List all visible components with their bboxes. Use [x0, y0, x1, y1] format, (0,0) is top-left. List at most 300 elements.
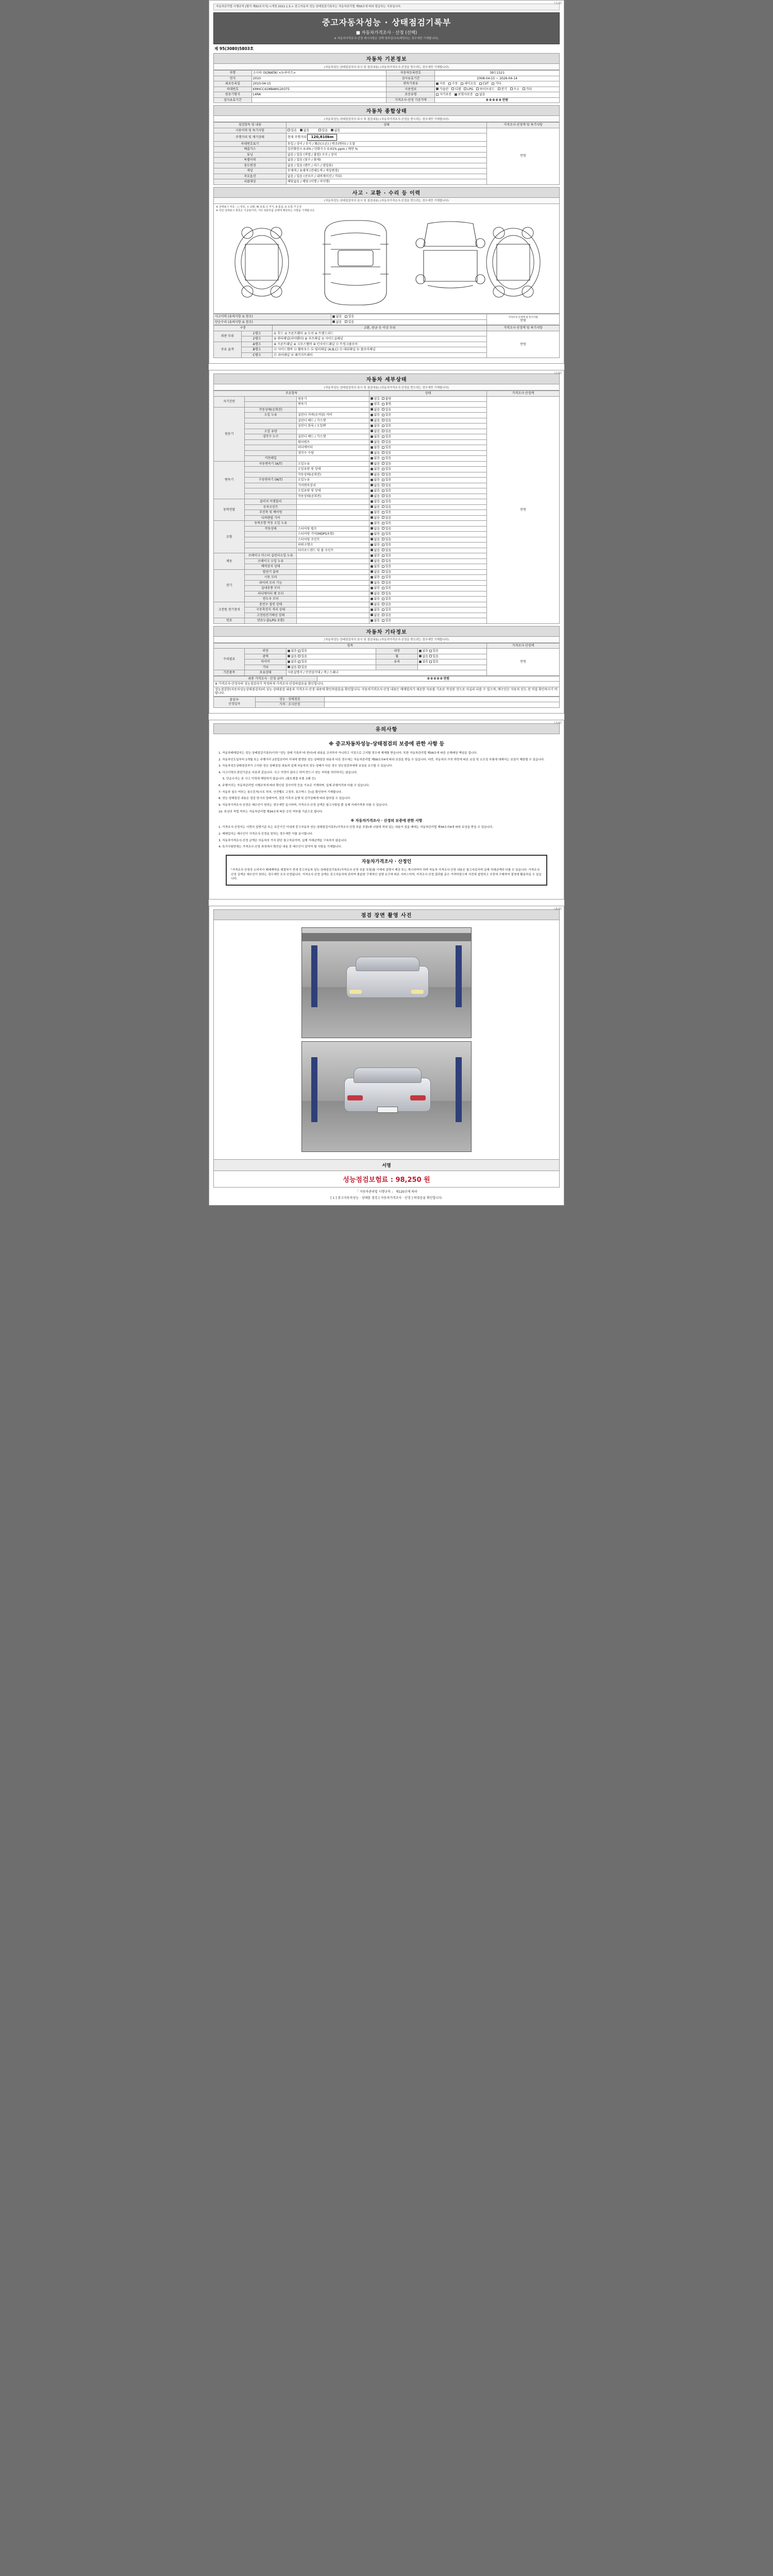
- checkbox-4-2-0[interactable]: [371, 533, 373, 535]
- detail-state-5-0: 없음 있음: [369, 553, 486, 559]
- parts-rank-3: B랭크: [241, 347, 272, 353]
- basic-label2-2: 변속기종류: [386, 81, 435, 87]
- parts-items-3: ⑫ 사이드멤버 ⑬ 휠하우스 ⑭ 필러패널 (A,B,C) ⑮ 대쉬패널 ⑯ 플로어패널: [273, 347, 487, 353]
- checkbox-5-2-1[interactable]: [382, 565, 384, 568]
- checkbox-polish-none[interactable]: [288, 655, 290, 657]
- detail-item-3-0: [297, 499, 369, 505]
- checkbox-6-1-1[interactable]: [382, 576, 384, 579]
- table-row: [214, 331, 560, 336]
- table-row: [214, 687, 560, 696]
- sheet-2: [209, 370, 564, 714]
- section-basic-title: 자동차 기본정보: [213, 53, 560, 64]
- fuel-opt-0: 가솔린: [439, 87, 449, 91]
- signature-table: [213, 697, 560, 708]
- detail-group-0: 자기진단: [214, 396, 245, 407]
- notice-item2: 2. 매매업자는 매수인이 가격조사·산정을 원하는 경우에만 이를 실시합니다.: [219, 833, 313, 836]
- checkbox-7-0-0[interactable]: [371, 603, 373, 605]
- checkbox-1-8-0[interactable]: [371, 451, 373, 454]
- table-row: [214, 676, 560, 682]
- detail-item-4-4: 파워크랭크: [297, 543, 369, 548]
- checkbox-3-2-0[interactable]: [371, 511, 373, 514]
- etc-label-2a: 타이어: [245, 659, 287, 665]
- checkbox-7-0-1[interactable]: [382, 603, 384, 605]
- detail-state-1-3: 없음 있음: [369, 423, 486, 429]
- signature-value-1: [324, 702, 559, 708]
- basic-label2-1: 검사유효기간: [386, 76, 435, 81]
- table-row: [214, 697, 560, 702]
- etc-label-3a: 기타: [245, 665, 287, 670]
- checkbox-accident-none[interactable]: [332, 315, 335, 318]
- checkbox-6-0-0[interactable]: [371, 570, 373, 573]
- overall-label-2: 차대번호표기: [214, 141, 287, 147]
- checkbox-3-3-0[interactable]: [371, 516, 373, 519]
- detail-head-0: 주요항목: [214, 391, 369, 397]
- table-row: [214, 81, 560, 87]
- fuel-opt-1: 디젤: [455, 87, 461, 91]
- parts-items-1: ⑤ 쿼터패널(리어휀더) ⑥ 루프패널 ⑦ 사이드실패널: [273, 336, 487, 342]
- checkbox-2-1-0[interactable]: [371, 468, 373, 470]
- detail-sub-1-2: [245, 418, 297, 423]
- checkbox-tire-none[interactable]: [288, 660, 290, 663]
- checkbox-5-0-1[interactable]: [382, 554, 384, 557]
- detail-item-6-2: [297, 580, 369, 586]
- signature-label-1: 가격 · 조사산정: [255, 702, 324, 708]
- detail-item-1-8: 냉각수 수량: [297, 450, 369, 456]
- detail-state-1-6: 없음 있음: [369, 439, 486, 445]
- detail-state-7-2: 없음 있음: [369, 613, 486, 618]
- overall-detail-5: 없음 / 있음 (침수 / 화재): [286, 158, 486, 163]
- checkbox-1-9-0[interactable]: [371, 457, 373, 460]
- detail-state-2-2: 없음 있음: [369, 472, 486, 478]
- detail-sub-3-1: 등속조인트: [245, 504, 297, 510]
- checkbox-2-5-0[interactable]: [371, 489, 373, 492]
- table-header-row: [214, 391, 560, 397]
- section-notice-title: 유의사항: [213, 723, 560, 734]
- checkbox-4-0-1[interactable]: [382, 522, 384, 524]
- notice-item: 1. 자동차매매업자는 성능·상태점검기록부(이하 "성능 상태 기록부"라 한다)에 내용을 교지하지 아니하고 거짓으로 고지할 경우에 제재를 받습니다. 또한 자동차관리법 제58조에 따른 손해배상 책임을 집니다.: [219, 751, 478, 755]
- checkbox-6-4-1[interactable]: [382, 592, 384, 595]
- notice-item2: 4. 특기사항란에는 가격조사·산정 과정에서 확인된 내용 중 매수인이 알아야 할 사항을 기재합니다.: [219, 845, 342, 849]
- checkbox-8-0-0[interactable]: [371, 619, 373, 622]
- checkbox-warranty-none[interactable]: [476, 93, 478, 96]
- detail-item-3-1: [297, 504, 369, 510]
- detail-sub-3-0: 클러치 어셈블리: [245, 499, 297, 505]
- notice-item: 2. 자동차인도일부터 1개월 또는 주행거리 2천킬로미터 이내에 발생한 성능·상태점검 내용과 다른 경우에는 자동차관리법 제58조의4에 따라 보상을 받을 수 있습니다. 다만, 자동차의 가치 하락에 따른 보상 및 소모성 부품에 대해서는 보상이 제한될 수 있습니다.: [219, 758, 545, 761]
- table-row: [214, 128, 560, 133]
- fuel-opt-4: 전기: [501, 87, 507, 91]
- checkbox-1-2-1[interactable]: [382, 419, 384, 421]
- section-photos-title: 점검 장면 촬영 사진: [213, 909, 560, 920]
- detail-group-6: 전기: [214, 569, 245, 602]
- sheet-1: [209, 0, 564, 364]
- checkbox-int-none[interactable]: [419, 650, 422, 652]
- detail-item-1-2: 실린더 헤드 / 가스켓: [297, 418, 369, 423]
- checkbox-etc-none[interactable]: [288, 666, 290, 668]
- accident-price-value: 만원: [520, 319, 526, 323]
- total-footer-long: 성능점검한(자동차성능상태점검자)의 성능·상태점검 내용과 가격조사·산정 내용에 확인하였음을 확인합니다. 자동차가격조사·산정 내용은 매매업자가 제공한 자료를 기초로 작성된 것으로 사실과 다를 수 있으며, 매수인은 자동차 인도 전 직접 확인하시기 바랍니다.: [214, 687, 560, 696]
- trans-opt-0: 자동: [439, 82, 446, 86]
- notice-item: 9. 자동차가격조사·산정은 매수인이 원하는 경우에만 실시하며, 가격조사·산정 금액은 참고사항일 뿐 실제 거래가격과 다를 수 있습니다.: [219, 804, 389, 807]
- checkbox-2-3-0[interactable]: [371, 479, 373, 481]
- declaration-title: 자동차가격조사 · 산정인: [361, 859, 412, 865]
- checkbox-2-6-0[interactable]: [371, 495, 373, 497]
- checkbox-rental-yes[interactable]: [288, 129, 290, 131]
- accident-price-head: 가격조사·산정액 및 특기사항: [508, 316, 538, 319]
- checkbox-glass-yes[interactable]: [429, 660, 432, 663]
- detail-sub-1-5: 냉각수 누수: [245, 434, 297, 440]
- checkbox-1-2-0[interactable]: [371, 419, 373, 421]
- checkbox-accident-yes[interactable]: [345, 315, 347, 318]
- checkbox-ext-yes[interactable]: [298, 650, 300, 652]
- checkbox-1-0-0[interactable]: [371, 408, 373, 411]
- table-row: [214, 314, 560, 320]
- checkbox-4-3-0[interactable]: [371, 538, 373, 540]
- checkbox-wheel-none[interactable]: [419, 655, 422, 657]
- checkbox-fuel-hybrid[interactable]: [476, 88, 479, 90]
- checkbox-1-4-0[interactable]: [371, 430, 373, 432]
- checkbox-4-4-1[interactable]: [382, 544, 384, 546]
- serial-number: 제 95(3080)5803호: [214, 46, 254, 52]
- checkbox-trans-cvt[interactable]: [479, 82, 482, 85]
- detail-sub-2-1: [245, 467, 297, 472]
- detail-item-2-4: 기어변속장치: [297, 483, 369, 488]
- checkbox-6-3-0[interactable]: [371, 587, 373, 589]
- detail-group-1: 원동기: [214, 407, 245, 461]
- car-diagram: [222, 213, 551, 311]
- detail-item-2-0: 오일누유: [297, 461, 369, 467]
- detail-sub-6-2: 와이퍼 모터 기능: [245, 580, 297, 586]
- table-header-row: [214, 326, 560, 331]
- detail-item-1-4: [297, 429, 369, 434]
- page-tag-1: (1/4): [554, 2, 562, 5]
- overall-detail-0: 있음 없음 있음 없음: [286, 128, 486, 133]
- overall-head-1: 상태: [286, 123, 486, 128]
- checkbox-trans-semi[interactable]: [461, 82, 463, 85]
- detail-item-6-1: [297, 575, 369, 581]
- notice-body: [213, 734, 560, 894]
- checkbox-commercial-yes[interactable]: [318, 129, 321, 131]
- detail-item-1-7: 라디에이터: [297, 445, 369, 451]
- checkbox-2-1-1[interactable]: [382, 468, 384, 470]
- detail-state-4-2: 없음 있음: [369, 532, 486, 537]
- detail-state-1-0: 없음 있음: [369, 407, 486, 413]
- checkbox-simple-yes[interactable]: [345, 320, 347, 323]
- section-accident-title: 사고 · 교환 · 수리 등 이력: [213, 187, 560, 198]
- detail-sub-7-0: 충전구 절연 상태: [245, 602, 297, 607]
- detail-state-0-1: 양호 불량: [369, 402, 486, 408]
- checkbox-fuel-h2[interactable]: [510, 88, 513, 90]
- warranty-options: [435, 92, 560, 98]
- checkbox-warranty-insurance[interactable]: [455, 93, 457, 96]
- etc-label-1a: 광택: [245, 654, 287, 659]
- detail-sub-4-0: 동력조향 작동 오일 누유: [245, 521, 297, 527]
- overall-detail-7: 무채색 / 유채색 (전체도색 / 색상변경): [286, 168, 486, 174]
- detail-sub-0-0: [245, 396, 297, 402]
- checkbox-rental-no[interactable]: [300, 129, 303, 131]
- basic-label2-0: 자동차등록번호: [386, 71, 435, 76]
- detail-sub-2-5: [245, 488, 297, 494]
- checkbox-fuel-etc[interactable]: [523, 88, 525, 90]
- basic-value2-1: 2008-04-15 ~ 2026-04-14: [435, 76, 560, 81]
- checkbox-4-4-0[interactable]: [371, 544, 373, 546]
- checkbox-6-0-1[interactable]: [382, 570, 384, 573]
- etc-state-2a: 없음 있음: [286, 659, 376, 665]
- checkbox-1-8-1[interactable]: [382, 451, 384, 454]
- checkbox-4-3-1[interactable]: [382, 538, 384, 540]
- checkbox-3-1-1[interactable]: [382, 505, 384, 508]
- checkbox-1-7-1[interactable]: [382, 446, 384, 449]
- detail-sub-4-1: 작동상태: [245, 526, 297, 532]
- etc-state-4: 사용설명서 / 안전삼각대 / 잭 / 스패너: [286, 670, 486, 676]
- detail-sub-2-2: [245, 472, 297, 478]
- table-row: [214, 71, 560, 76]
- etc-label-4a: 보유상태: [245, 670, 287, 676]
- detail-state-2-6: 없음 있음: [369, 494, 486, 499]
- detail-sub-2-0: 자동변속기 (A/T): [245, 461, 297, 467]
- checkbox-4-5-1[interactable]: [382, 549, 384, 551]
- detail-state-6-0: 없음 있음: [369, 569, 486, 575]
- detail-state-2-0: 없음 있음: [369, 461, 486, 467]
- checkbox-trans-auto[interactable]: [436, 82, 439, 85]
- detail-state-1-1: 없음 있음: [369, 413, 486, 418]
- detail-sub-1-8: [245, 450, 297, 456]
- checkbox-4-5-0[interactable]: [371, 549, 373, 551]
- checkbox-fuel-ev[interactable]: [498, 88, 500, 90]
- checkbox-5-1-1[interactable]: [382, 560, 384, 562]
- checkbox-4-1-0[interactable]: [371, 527, 373, 530]
- detail-item-8-0: [297, 618, 369, 624]
- checkbox-0-0-1[interactable]: [382, 397, 384, 400]
- detail-sub-8-0: 연료누설(LPG 포함): [245, 618, 297, 624]
- inspection-fee: [213, 1171, 560, 1188]
- overall-head-2: 가격조사·산정액 및 특기사항: [487, 123, 560, 128]
- checkbox-tire-yes[interactable]: [298, 660, 300, 663]
- checkbox-8-0-1[interactable]: [382, 619, 384, 622]
- checkbox-1-6-1[interactable]: [382, 440, 384, 443]
- etc-label-1b: 휠: [376, 654, 418, 659]
- inspection-photo-rear: [301, 1041, 472, 1152]
- basic-label-0: 차명: [214, 71, 252, 76]
- checkbox-6-5-1[interactable]: [382, 598, 384, 600]
- detail-price-cell: 만원: [487, 396, 560, 623]
- checkbox-5-0-0[interactable]: [371, 554, 373, 557]
- detail-state-1-4: 없음 있음: [369, 429, 486, 434]
- transmission-options: [435, 81, 560, 87]
- checkbox-6-2-0[interactable]: [371, 581, 373, 584]
- checkbox-1-5-0[interactable]: [371, 435, 373, 438]
- footer-line-2: [ 1 ] 중고자동차성능 · 상태를 점검 [ 자동차가격조사 · 산정 ] 하였음을 확인합니다.: [330, 1196, 443, 1200]
- checkbox-7-1-0[interactable]: [371, 608, 373, 611]
- total-value: 0 0 0 0 0 만원: [317, 676, 560, 682]
- detail-sub-4-2: [245, 532, 297, 537]
- fuel-opt-6: 기타: [526, 87, 532, 91]
- notice-item: 4. 사고이력의 판단기준은 다음과 같습니다. 사고 이력이 있다고 하여 반드시 성능 저하를 의미하지는 않습니다.: [219, 771, 358, 774]
- checkbox-3-2-1[interactable]: [382, 511, 384, 514]
- detail-state-3-0: 없음 있음: [369, 499, 486, 505]
- checkbox-2-0-1[interactable]: [382, 462, 384, 465]
- checkbox-6-5-0[interactable]: [371, 598, 373, 600]
- section-basic-sub: (자동차성능·상태점검자의 표시 및 점검내용) (자동차가격조사·산정을 받으려는 경우에만 기재합니다): [213, 64, 560, 70]
- section-detail-title: 자동차 세부상태: [213, 374, 560, 384]
- checkbox-1-4-1[interactable]: [382, 430, 384, 432]
- checkbox-5-2-0[interactable]: [371, 565, 373, 568]
- checkbox-1-9-1[interactable]: [382, 457, 384, 460]
- detail-sub-3-3: 디퍼렌셜 기어: [245, 515, 297, 521]
- detail-sub-7-1: 구동축전지 격리 상태: [245, 607, 297, 613]
- checkbox-1-7-0[interactable]: [371, 446, 373, 449]
- accident-price-cell: [487, 314, 560, 325]
- checkbox-6-1-0[interactable]: [371, 576, 373, 579]
- detail-item-4-5: 타이로드엔드 및 볼 조인트: [297, 548, 369, 553]
- detail-state-2-5: 없음 있음: [369, 488, 486, 494]
- checkbox-3-0-1[interactable]: [382, 500, 384, 503]
- checkbox-6-4-0[interactable]: [371, 592, 373, 595]
- notice-heading-1: ※ 중고차동차성능·상태점검의 보증에 관한 사항 등: [328, 741, 445, 747]
- checkbox-0-1-0[interactable]: [371, 403, 373, 405]
- detail-state-4-3: 없음 있음: [369, 537, 486, 543]
- checkbox-1-6-0[interactable]: [371, 440, 373, 443]
- detail-item-0-0: 원동기: [297, 396, 369, 402]
- table-row: [214, 97, 560, 103]
- checkbox-3-3-1[interactable]: [382, 516, 384, 519]
- checkbox-int-yes[interactable]: [429, 650, 432, 652]
- overall-label-4: 튜닝: [214, 152, 287, 158]
- accident-history-table: [213, 314, 560, 325]
- checkbox-0-1-1[interactable]: [382, 403, 384, 405]
- page-tag-2: (2/4): [554, 371, 562, 376]
- checkbox-glass-none[interactable]: [419, 660, 422, 663]
- checkbox-2-3-1[interactable]: [382, 479, 384, 481]
- checkbox-3-0-0[interactable]: [371, 500, 373, 503]
- detail-sub-3-2: 추진축 및 베어링: [245, 510, 297, 516]
- checkbox-fuel-diesel[interactable]: [451, 88, 454, 90]
- checkbox-4-0-0[interactable]: [371, 522, 373, 524]
- checkbox-2-0-0[interactable]: [371, 462, 373, 465]
- checkbox-wheel-yes[interactable]: [429, 655, 432, 657]
- checkbox-3-1-0[interactable]: [371, 505, 373, 508]
- checkbox-1-1-1[interactable]: [382, 414, 384, 416]
- basic-value-6: [251, 97, 386, 103]
- accident-value-0: 없음 있음: [331, 314, 487, 320]
- checkbox-7-2-0[interactable]: [371, 614, 373, 616]
- checkbox-1-1-0[interactable]: [371, 414, 373, 416]
- checkbox-4-1-1[interactable]: [382, 527, 384, 530]
- checkbox-4-2-1[interactable]: [382, 533, 384, 535]
- checkbox-1-5-1[interactable]: [382, 435, 384, 438]
- detail-item-6-3: [297, 586, 369, 591]
- overall-detail-1: 현재 주행거리 120,810km: [286, 133, 486, 142]
- detail-item-6-4: [297, 591, 369, 597]
- parts-head-1: 교환, 판금 등 이상 부위: [273, 326, 487, 331]
- basic-value2-0: 39도1521: [435, 71, 560, 76]
- checkbox-fuel-lpg[interactable]: [464, 88, 466, 90]
- checkbox-1-0-1[interactable]: [382, 408, 384, 411]
- detail-item-3-3: [297, 515, 369, 521]
- checkbox-2-4-0[interactable]: [371, 484, 373, 486]
- checkbox-etc-yes[interactable]: [298, 666, 300, 668]
- checkbox-2-5-1[interactable]: [382, 489, 384, 492]
- parts-items-2: ⑧ 프론트패널 ⑨ 크로스멤버 ⑩ 인사이드패널 ⑪ 트렁크플로어: [273, 342, 487, 347]
- detail-item-5-2: [297, 564, 369, 570]
- detail-item-5-0: [297, 553, 369, 559]
- detail-state-4-1: 없음 있음: [369, 526, 486, 532]
- detail-state-7-1: 없음 있음: [369, 607, 486, 613]
- fuel-opt-2: LPG: [467, 87, 474, 91]
- overall-detail-3: 일산화탄소 0.0% / 탄화수소 0.01% ppm / 매연 %: [286, 147, 486, 152]
- photo-block: [213, 920, 560, 1160]
- parts-group-2: 주요 골격: [214, 342, 242, 358]
- form-legal-note: 자동차관리법 시행규칙 [별지 제82호서식] <개정 2021.1.5.> 중고자동차 성능·상태점검기록부는 자동차관리법 제58조에 따라 발급하는 서류입니다.: [213, 4, 560, 10]
- etc-label-3b: [376, 665, 418, 670]
- table-row: [214, 682, 560, 687]
- footer-line-1: 「 자동차관리법 시행규칙 」 제120조에 따라: [356, 1190, 417, 1194]
- detail-sub-6-1: 시동 모터: [245, 575, 297, 581]
- checkbox-6-3-1[interactable]: [382, 587, 384, 589]
- etc-state-3b: [417, 665, 486, 670]
- overall-label-7: 색상: [214, 168, 287, 174]
- checkbox-2-2-1[interactable]: [382, 473, 384, 476]
- detail-item-7-1: [297, 607, 369, 613]
- parts-rank-2: A랭크: [241, 342, 272, 347]
- checkbox-commercial-no[interactable]: [331, 129, 333, 131]
- trans-opt-2: 세미오토: [464, 82, 477, 86]
- signature-label: 서명: [213, 1160, 560, 1171]
- detail-sub-1-4: 오일 유량: [245, 429, 297, 434]
- detail-state-2-3: 없음 있음: [369, 478, 486, 483]
- table-row: [214, 87, 560, 92]
- checkbox-polish-yes[interactable]: [298, 655, 300, 657]
- sheet-3: [209, 720, 564, 900]
- detail-state-6-4: 없음 있음: [369, 591, 486, 597]
- notice-item2: 1. 가격조사·산정자는 서면의 설명기준 또는 보증기간 이내에 중고자동차 성능·상태점검기록부(가격조사·산정 부분 포함)에 나열에 적혀 있는 내용이 있을 때에는 자동차관리법 제58조의4에 따라 보상을 받을 수 있습니다.: [219, 826, 494, 829]
- trans-opt-1: 수동: [451, 82, 458, 86]
- checkbox-simple-none[interactable]: [332, 320, 335, 323]
- checkbox-2-4-1[interactable]: [382, 484, 384, 486]
- checkbox-fuel-gasoline[interactable]: [436, 88, 439, 90]
- checkbox-6-2-1[interactable]: [382, 581, 384, 584]
- checkbox-0-0-0[interactable]: [371, 397, 373, 400]
- checkbox-warranty-self[interactable]: [436, 93, 439, 96]
- checkbox-trans-manual[interactable]: [448, 82, 451, 85]
- detail-sub-4-5: [245, 548, 297, 553]
- detail-sub-7-2: 고전원전기배선 상태: [245, 613, 297, 618]
- detail-item-4-0: [297, 521, 369, 527]
- checkbox-1-3-1[interactable]: [382, 425, 384, 427]
- etc-table: [213, 643, 560, 676]
- notice-item: 3. 자동차성능상태점검자가 고지한 성능·상태점검 내용과 실제 자동차의 성능·상태가 다른 경우 성능점검자에게 보상을 요구할 수 있습니다.: [219, 765, 393, 768]
- etc-group-repair: 수리필요: [214, 649, 245, 670]
- detail-group-8: 연료: [214, 618, 245, 624]
- checkbox-2-2-0[interactable]: [371, 473, 373, 476]
- warranty-opt-0: 자가보증: [439, 93, 452, 97]
- detail-state-6-2: 없음 있음: [369, 580, 486, 586]
- detail-state-3-2: 없음 있음: [369, 510, 486, 516]
- basic-value2-6: 0 0 0 0 0 만원: [435, 97, 560, 103]
- checkbox-7-1-1[interactable]: [382, 608, 384, 611]
- checkbox-7-2-1[interactable]: [382, 614, 384, 616]
- section-etc-sub: (자동차성능·상태점검자의 표시 및 점검내용) (자동차가격조사·산정을 받으려는 경우에만 기재합니다): [213, 637, 560, 643]
- etc-label-0b: 내장: [376, 649, 418, 654]
- signature-value-0: [324, 697, 559, 702]
- checkbox-2-6-1[interactable]: [382, 495, 384, 497]
- detail-item-2-5: 오일유량 및 상태: [297, 488, 369, 494]
- checkbox-1-3-0[interactable]: [371, 425, 373, 427]
- document-title-block: [213, 12, 560, 44]
- detail-sub-1-7: [245, 445, 297, 451]
- checkbox-5-1-0[interactable]: [371, 560, 373, 562]
- checkbox-trans-etc[interactable]: [492, 82, 494, 85]
- checkbox-ext-none[interactable]: [288, 650, 290, 652]
